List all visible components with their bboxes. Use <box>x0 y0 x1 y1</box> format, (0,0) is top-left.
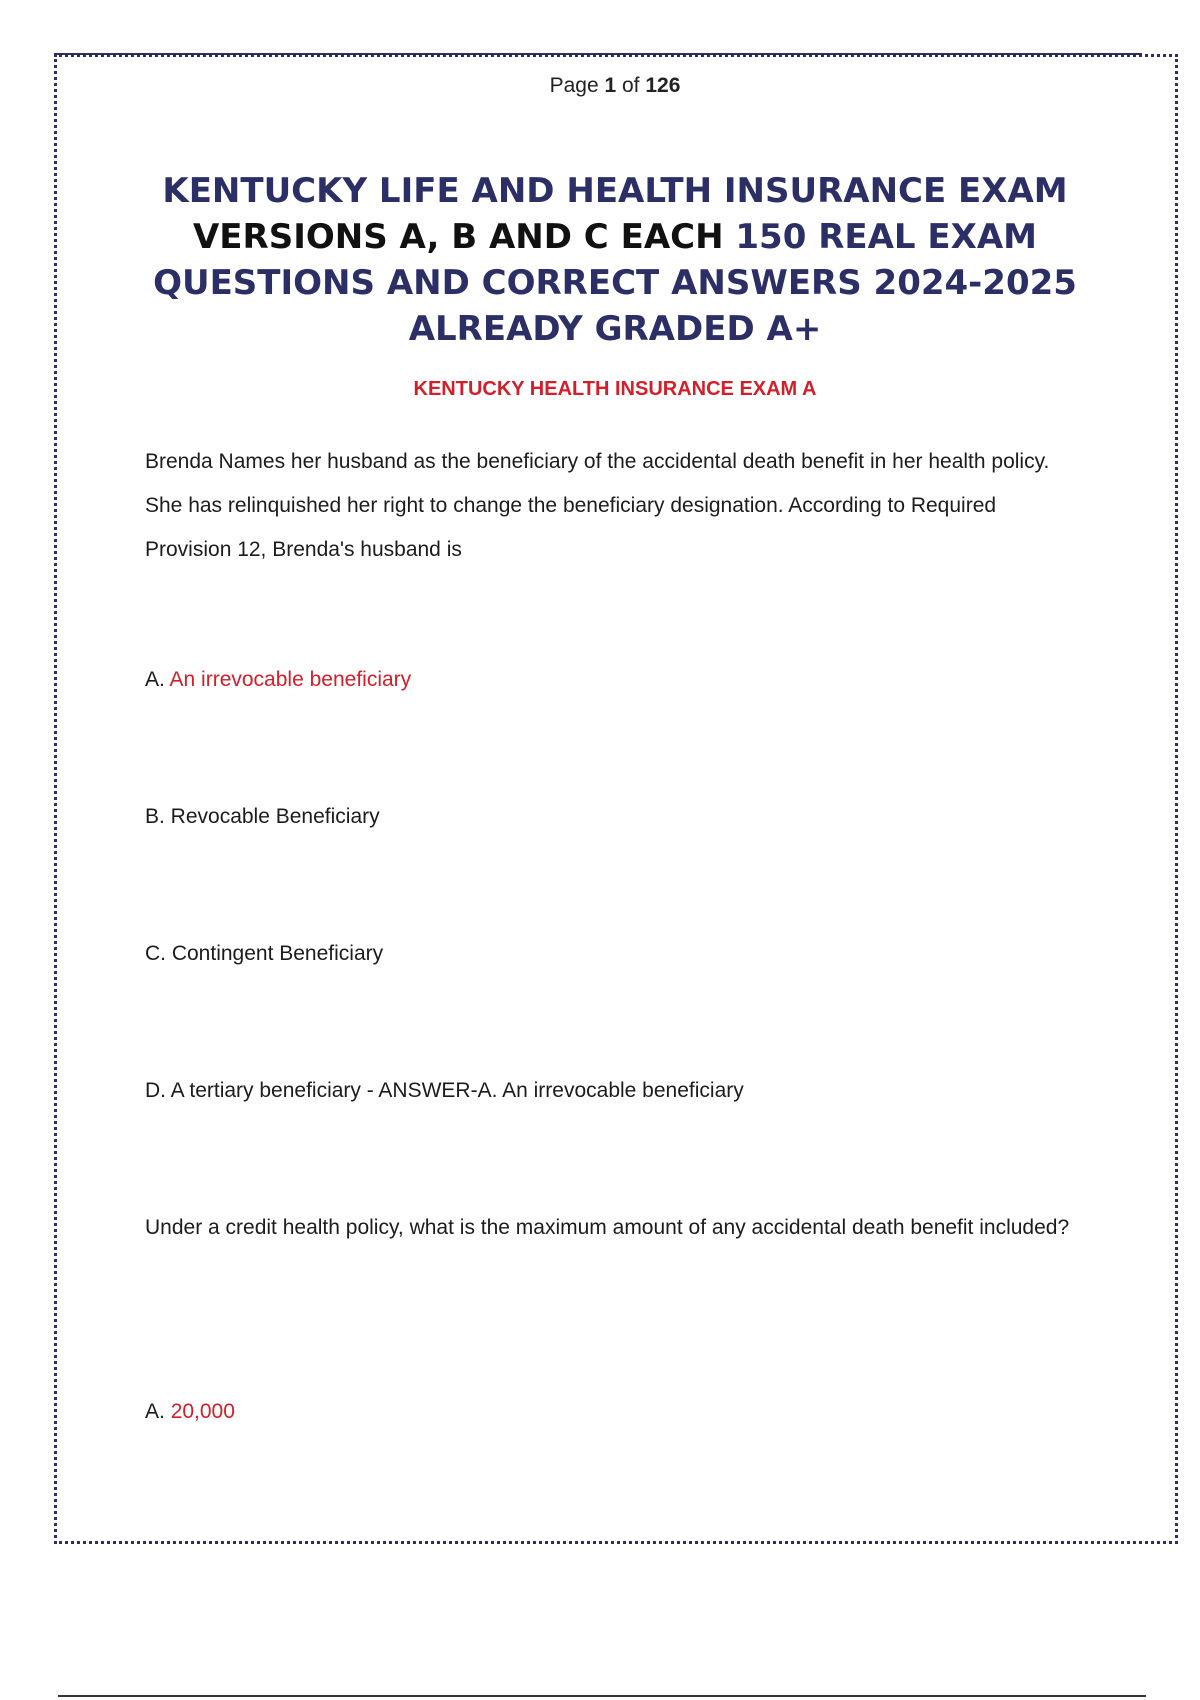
question-2-option-a <box>145 1400 235 1424</box>
page-of: of <box>622 74 640 97</box>
page-current: 1 <box>604 74 617 97</box>
question-1-option-c <box>145 942 383 966</box>
option-prefix: A. <box>145 668 170 691</box>
title-part-3: 150 REAL EXAM QUESTIONS AND CORRECT ANSWERS 2024-2025 ALREADY GRADED A+ <box>153 217 1077 349</box>
question-1-option-a <box>145 668 411 692</box>
option-text: C. Contingent Beneficiary <box>145 942 384 965</box>
document-title <box>140 168 1090 352</box>
question-1-option-d <box>145 1079 744 1103</box>
page-total: 126 <box>645 74 681 97</box>
option-text: D. A tertiary beneficiary - ANSWER-A. An irrevocable beneficiary <box>145 1079 744 1102</box>
title-part-1: KENTUCKY LIFE AND HEALTH INSURANCE EXAM <box>162 171 1068 211</box>
question-2-text: Under a credit health policy, what is the maximum amount of any accidental death benefit included? <box>145 1216 1070 1239</box>
option-text-correct: An irrevocable beneficiary <box>169 668 412 691</box>
next-page-rule <box>58 1695 1146 1697</box>
section-subtitle: KENTUCKY HEALTH INSURANCE EXAM A <box>413 378 817 400</box>
question-1-option-b <box>145 805 380 829</box>
question-1-text: Brenda Names her husband as the beneficiary of the accidental death benefit in her health policy. She has relinquished her right to change the beneficiary designation. According to Required Provision 12, Brenda's husband is <box>145 450 1050 561</box>
page-number <box>0 74 1200 98</box>
title-part-2: VERSIONS A, B AND C EACH <box>192 217 724 257</box>
page-label: Page <box>549 74 599 97</box>
option-text: B. Revocable Beneficiary <box>145 805 380 828</box>
option-text-correct: 20,000 <box>170 1400 235 1423</box>
option-prefix: A. <box>145 1400 171 1423</box>
